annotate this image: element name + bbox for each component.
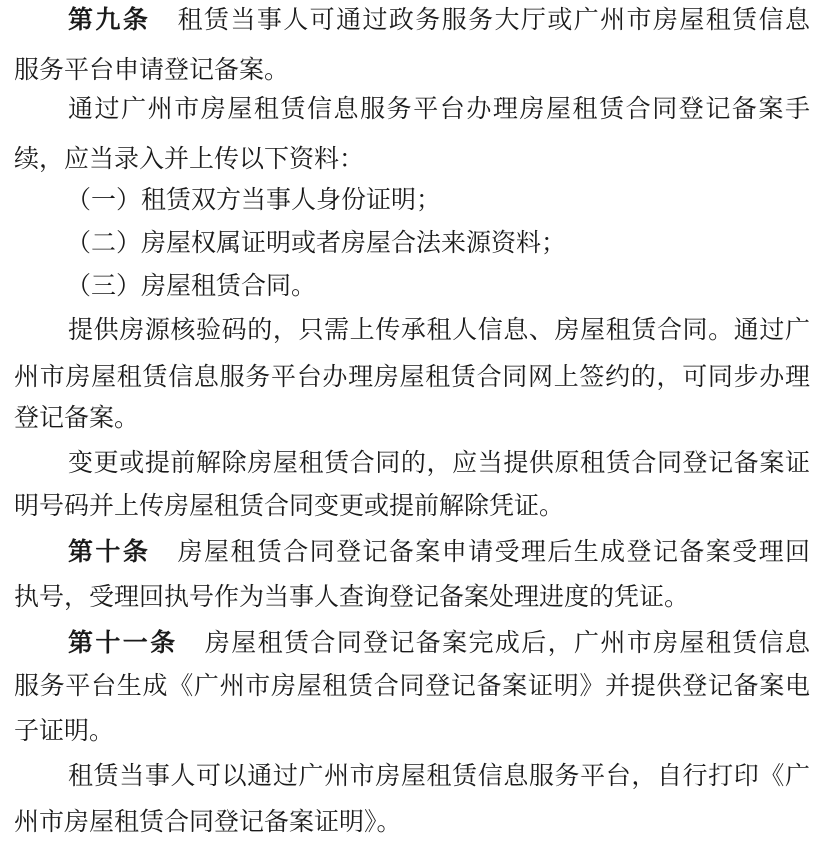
article-9-text-1: 租赁当事人可通过政务服务大厅或广州市房屋租赁信息 bbox=[176, 5, 810, 34]
article-11-line-1 bbox=[68, 623, 810, 663]
article-9-heading: 第九条 bbox=[68, 5, 151, 34]
article-11-text-1: 房屋租赁合同登记备案完成后，广州市房屋租赁信息 bbox=[203, 628, 810, 657]
document-page bbox=[14, 0, 818, 846]
article-9-para-2-line-2: 续，应当录入并上传以下资料： bbox=[14, 144, 365, 173]
article-9-item-3: （三）房屋租赁合同。 bbox=[66, 271, 317, 300]
article-11-line-3: 子证明。 bbox=[14, 716, 115, 745]
article-9-line-2: 服务平台申请登记备案。 bbox=[14, 55, 290, 84]
article-10-heading: 第十条 bbox=[68, 537, 151, 566]
article-11-line-2: 服务平台生成《广州市房屋租赁合同登记备案证明》并提供登记备案电 bbox=[14, 671, 810, 700]
article-9-item-1: （一）租赁双方当事人身份证明； bbox=[66, 185, 442, 214]
article-9-line-1 bbox=[68, 0, 810, 40]
article-9-item-2: （二）房屋权属证明或者房屋合法来源资料； bbox=[66, 228, 567, 257]
article-9-para-3-line-1: 提供房源核验码的，只需上传承租人信息、房屋租赁合同。通过广 bbox=[68, 315, 810, 344]
article-11-para-2-line-2: 州市房屋租赁合同登记备案证明》。 bbox=[14, 807, 402, 836]
article-9-para-4-line-2: 明号码并上传房屋租赁合同变更或提前解除凭证。 bbox=[14, 491, 565, 520]
article-10-text-1: 房屋租赁合同登记备案申请受理后生成登记备案受理回 bbox=[176, 537, 810, 566]
article-9-para-3-line-2: 州市房屋租赁信息服务平台办理房屋租赁合同网上签约的，可同步办理 bbox=[14, 362, 810, 391]
article-9-para-3-line-3: 登记备案。 bbox=[14, 403, 140, 432]
article-11-heading: 第十一条 bbox=[68, 628, 178, 657]
article-9-para-2-line-1: 通过广州市房屋租赁信息服务平台办理房屋租赁合同登记备案手 bbox=[68, 94, 810, 123]
article-10-line-2: 执号，受理回执号作为当事人查询登记备案处理进度的凭证。 bbox=[14, 582, 690, 611]
article-10-line-1 bbox=[68, 532, 810, 572]
article-11-para-2-line-1: 租赁当事人可以通过广州市房屋租赁信息服务平台，自行打印《广 bbox=[68, 761, 810, 790]
article-9-para-4-line-1: 变更或提前解除房屋租赁合同的，应当提供原租赁合同登记备案证 bbox=[68, 448, 810, 477]
